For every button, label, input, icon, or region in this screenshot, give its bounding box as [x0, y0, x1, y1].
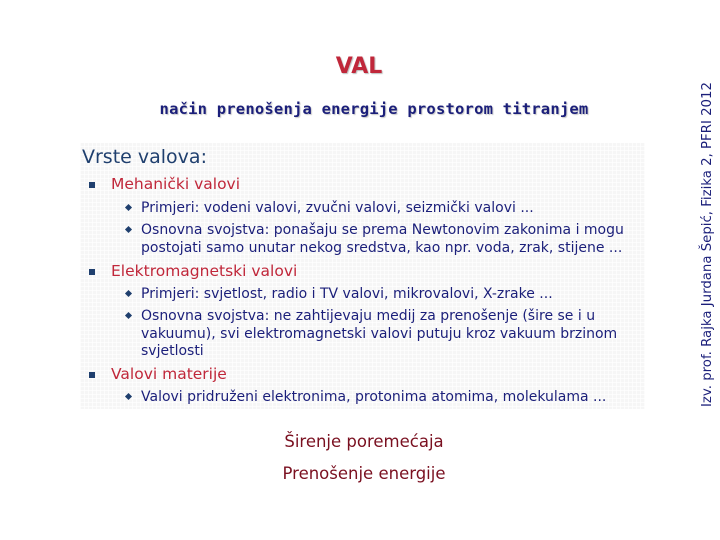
list-item: Primjeri: vodeni valovi, zvučni valovi, seizmički valovi ...: [126, 200, 646, 218]
footer-line-2: Prenošenje energije: [282, 464, 446, 483]
slide-title: VAL: [335, 54, 383, 79]
diamond-bullet-icon: [125, 312, 132, 319]
group-label: Valovi materije: [111, 365, 227, 383]
list-item: Valovi pridruženi elektronima, protonima atomima, molekulama ...: [126, 389, 646, 407]
list-item: Primjeri: svjetlost, radio i TV valovi, mikrovalovi, X-zrake ...: [126, 286, 646, 304]
side-note: [696, 0, 720, 410]
diamond-bullet-icon: [125, 204, 132, 211]
square-bullet-icon: [89, 372, 95, 378]
list-item: Osnovna svojstva: ne zahtijevaju medij za prenošenje (šire se i u vakuumu), svi elektromagnetski valovi putuju kroz vakuum brzinom svjetlosti: [126, 308, 646, 361]
diamond-bullet-icon: [125, 290, 132, 297]
box-heading: Vrste valova:: [82, 146, 207, 168]
square-bullet-icon: [89, 269, 95, 275]
author-credit: Izv. prof. Rajka Jurdana Šepić, Fizika 2, PFRI 2012: [700, 82, 715, 407]
list-item: Osnovna svojstva: ponašaju se prema Newtonovim zakonima i mogu postojati samo unutar nekog sredstva, kao npr. voda, zrak, stijene ...: [126, 222, 646, 257]
square-bullet-icon: [89, 182, 95, 188]
group-label: Elektromagnetski valovi: [111, 262, 298, 280]
slide-subtitle: način prenošenja energije prostorom titranjem: [159, 100, 589, 118]
diamond-bullet-icon: [125, 226, 132, 233]
footer-line-1: Širenje poremećaja: [284, 432, 444, 451]
diamond-bullet-icon: [125, 393, 132, 400]
group-label: Mehanički valovi: [111, 175, 241, 193]
